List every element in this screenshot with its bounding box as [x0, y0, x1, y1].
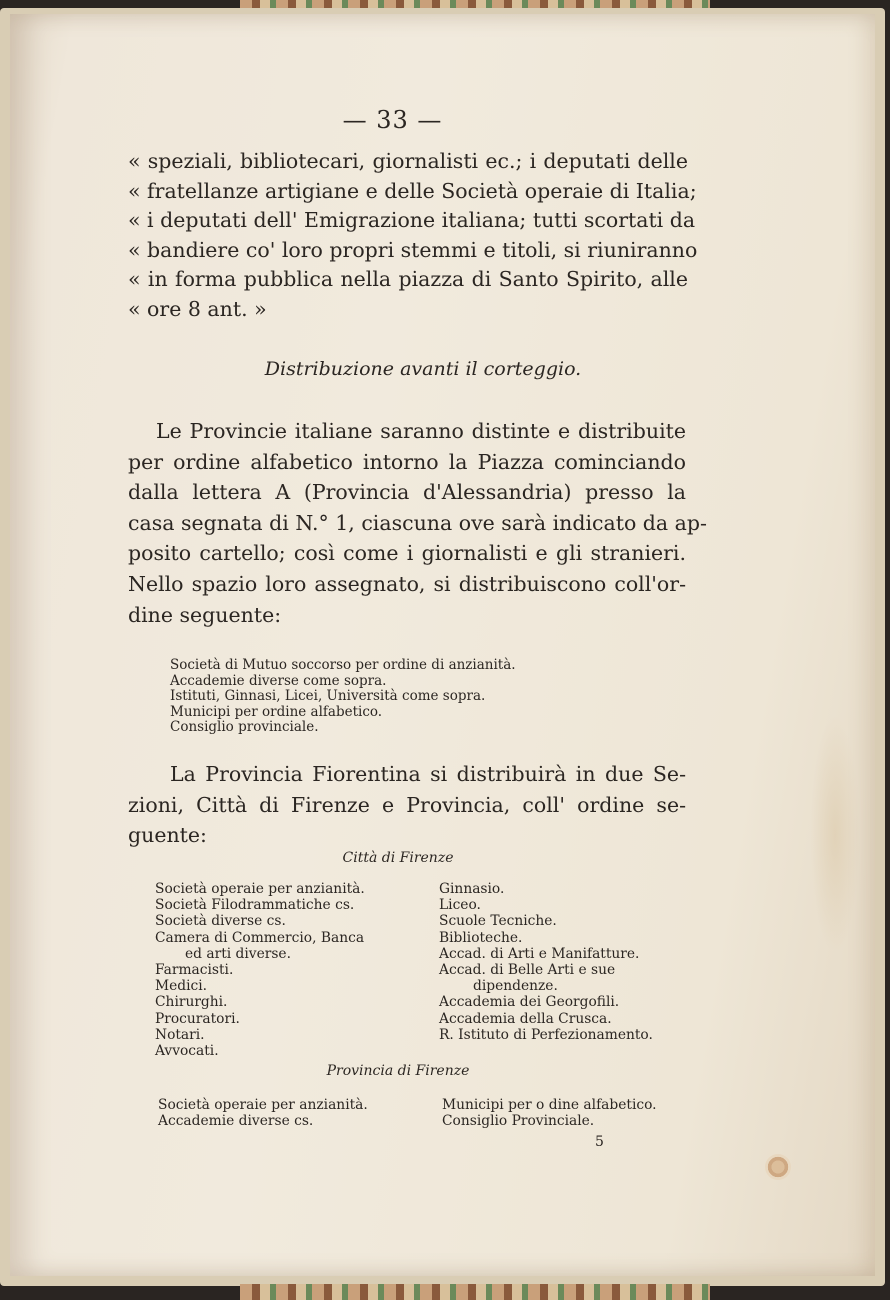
quote-line: « i deputati dell' Emigrazione italiana; tutti scortati da — [128, 208, 696, 232]
paragraph-line: dine seguente: — [128, 602, 282, 627]
library-stamp-icon — [765, 1154, 791, 1180]
provincia-left-list — [158, 1097, 368, 1129]
provincia-right-list — [442, 1097, 657, 1129]
paragraph-line: casa segnata di N.° 1, ciascuna ove sarà indicato da ap- — [128, 510, 707, 535]
section-heading: Distribuzione avanti il corteggio. — [264, 358, 582, 380]
paragraph-line: zioni, Città di Firenze e Provincia, coll' ordine se- — [128, 792, 686, 817]
quote-line: « in forma pubblica nella piazza di Santo Spirito, alle — [128, 267, 688, 291]
list-item: Società Filodrammatiche cs. — [155, 897, 355, 914]
paragraph-line: per ordine alfabetico intorno la Piazza cominciando — [128, 449, 686, 474]
quote-line: « ore 8 ant. » — [128, 296, 267, 321]
book-binding-bottom — [240, 1284, 710, 1300]
list-item: Accademia della Crusca. — [439, 1010, 612, 1027]
paper-stain — [810, 714, 860, 954]
list-item: Accademie diverse come sopra. — [170, 672, 387, 689]
list-item: Società operaie per anzianità. — [155, 881, 365, 897]
provincia-heading: Provincia di Firenze — [326, 1063, 470, 1079]
paragraph-line: guente: — [128, 823, 207, 847]
list-item: Consiglio Provinciale. — [442, 1113, 595, 1130]
list-item: Accademia dei Georgofili. — [439, 994, 620, 1011]
list-item: Medici. — [155, 978, 208, 995]
quote-block — [128, 147, 698, 324]
list-item: Procuratori. — [155, 1010, 240, 1027]
list-item: Notari. — [155, 1026, 205, 1043]
paragraph-1 — [128, 416, 707, 630]
list-item: R. Istituto di Perfezionamento. — [439, 1026, 653, 1043]
quote-line: « bandiere co' loro propri stemmi e titoli, si riuniranno — [128, 237, 698, 262]
paragraph-line: posito cartello; così come i giornalisti e gli stranieri. — [128, 541, 686, 566]
list-item: Municipi per ordine alfabetico. — [170, 703, 383, 720]
paragraph-line: Nello spazio loro assegnato, si distribuiscono coll'or- — [128, 571, 686, 596]
citta-left-list — [155, 881, 365, 1059]
list-item: Municipi per o dine alfabetico. — [442, 1097, 657, 1113]
page-number: — 33 — — [342, 106, 443, 134]
quote-line: « speziali, bibliotecari, giornalisti ec.; i deputati delle — [128, 149, 688, 173]
list-item: Avvocati. — [155, 1043, 219, 1060]
list-item: Biblioteche. — [439, 929, 523, 946]
list-item: Società diverse cs. — [155, 913, 286, 930]
citta-heading: Città di Firenze — [342, 850, 454, 866]
quote-line: « fratellanze artigiane e delle Società operaie di Italia; — [128, 178, 697, 203]
list-item: Chirurghi. — [155, 994, 228, 1011]
paragraph-2 — [128, 759, 686, 851]
paragraph-line: dalla lettera A (Provincia d'Alessandria) presso la — [128, 480, 686, 505]
list-item: Ginnasio. — [439, 881, 505, 897]
citta-right-list — [439, 881, 653, 1043]
list-item: Liceo. — [439, 897, 481, 914]
list-item: Accad. di Belle Arti e sue — [439, 962, 616, 979]
document-page — [10, 14, 875, 1276]
list-item: Società di Mutuo soccorso per ordine di anzianità. — [170, 657, 516, 673]
list-item: Consiglio provinciale. — [170, 719, 319, 735]
list-item: Accad. di Arti e Manifatture. — [439, 945, 640, 962]
list-item: Scuole Tecniche. — [439, 913, 557, 930]
list-item: Farmacisti. — [155, 962, 234, 979]
list-item: Istituti, Ginnasi, Licei, Università come sopra. — [170, 688, 486, 704]
order-list — [170, 658, 516, 736]
list-item: Società operaie per anzianità. — [158, 1097, 368, 1113]
list-item: Accademie diverse cs. — [158, 1113, 314, 1130]
list-item: ed arti diverse. — [185, 945, 291, 962]
paragraph-line: La Provincia Fiorentina si distribuirà in due Se- — [170, 762, 686, 786]
list-item: Camera di Commercio, Banca — [155, 929, 365, 946]
signature-mark: 5 — [595, 1134, 604, 1150]
paragraph-line: Le Provincie italiane saranno distinte e distribuite — [156, 419, 686, 443]
list-item: dipendenze. — [473, 978, 558, 995]
